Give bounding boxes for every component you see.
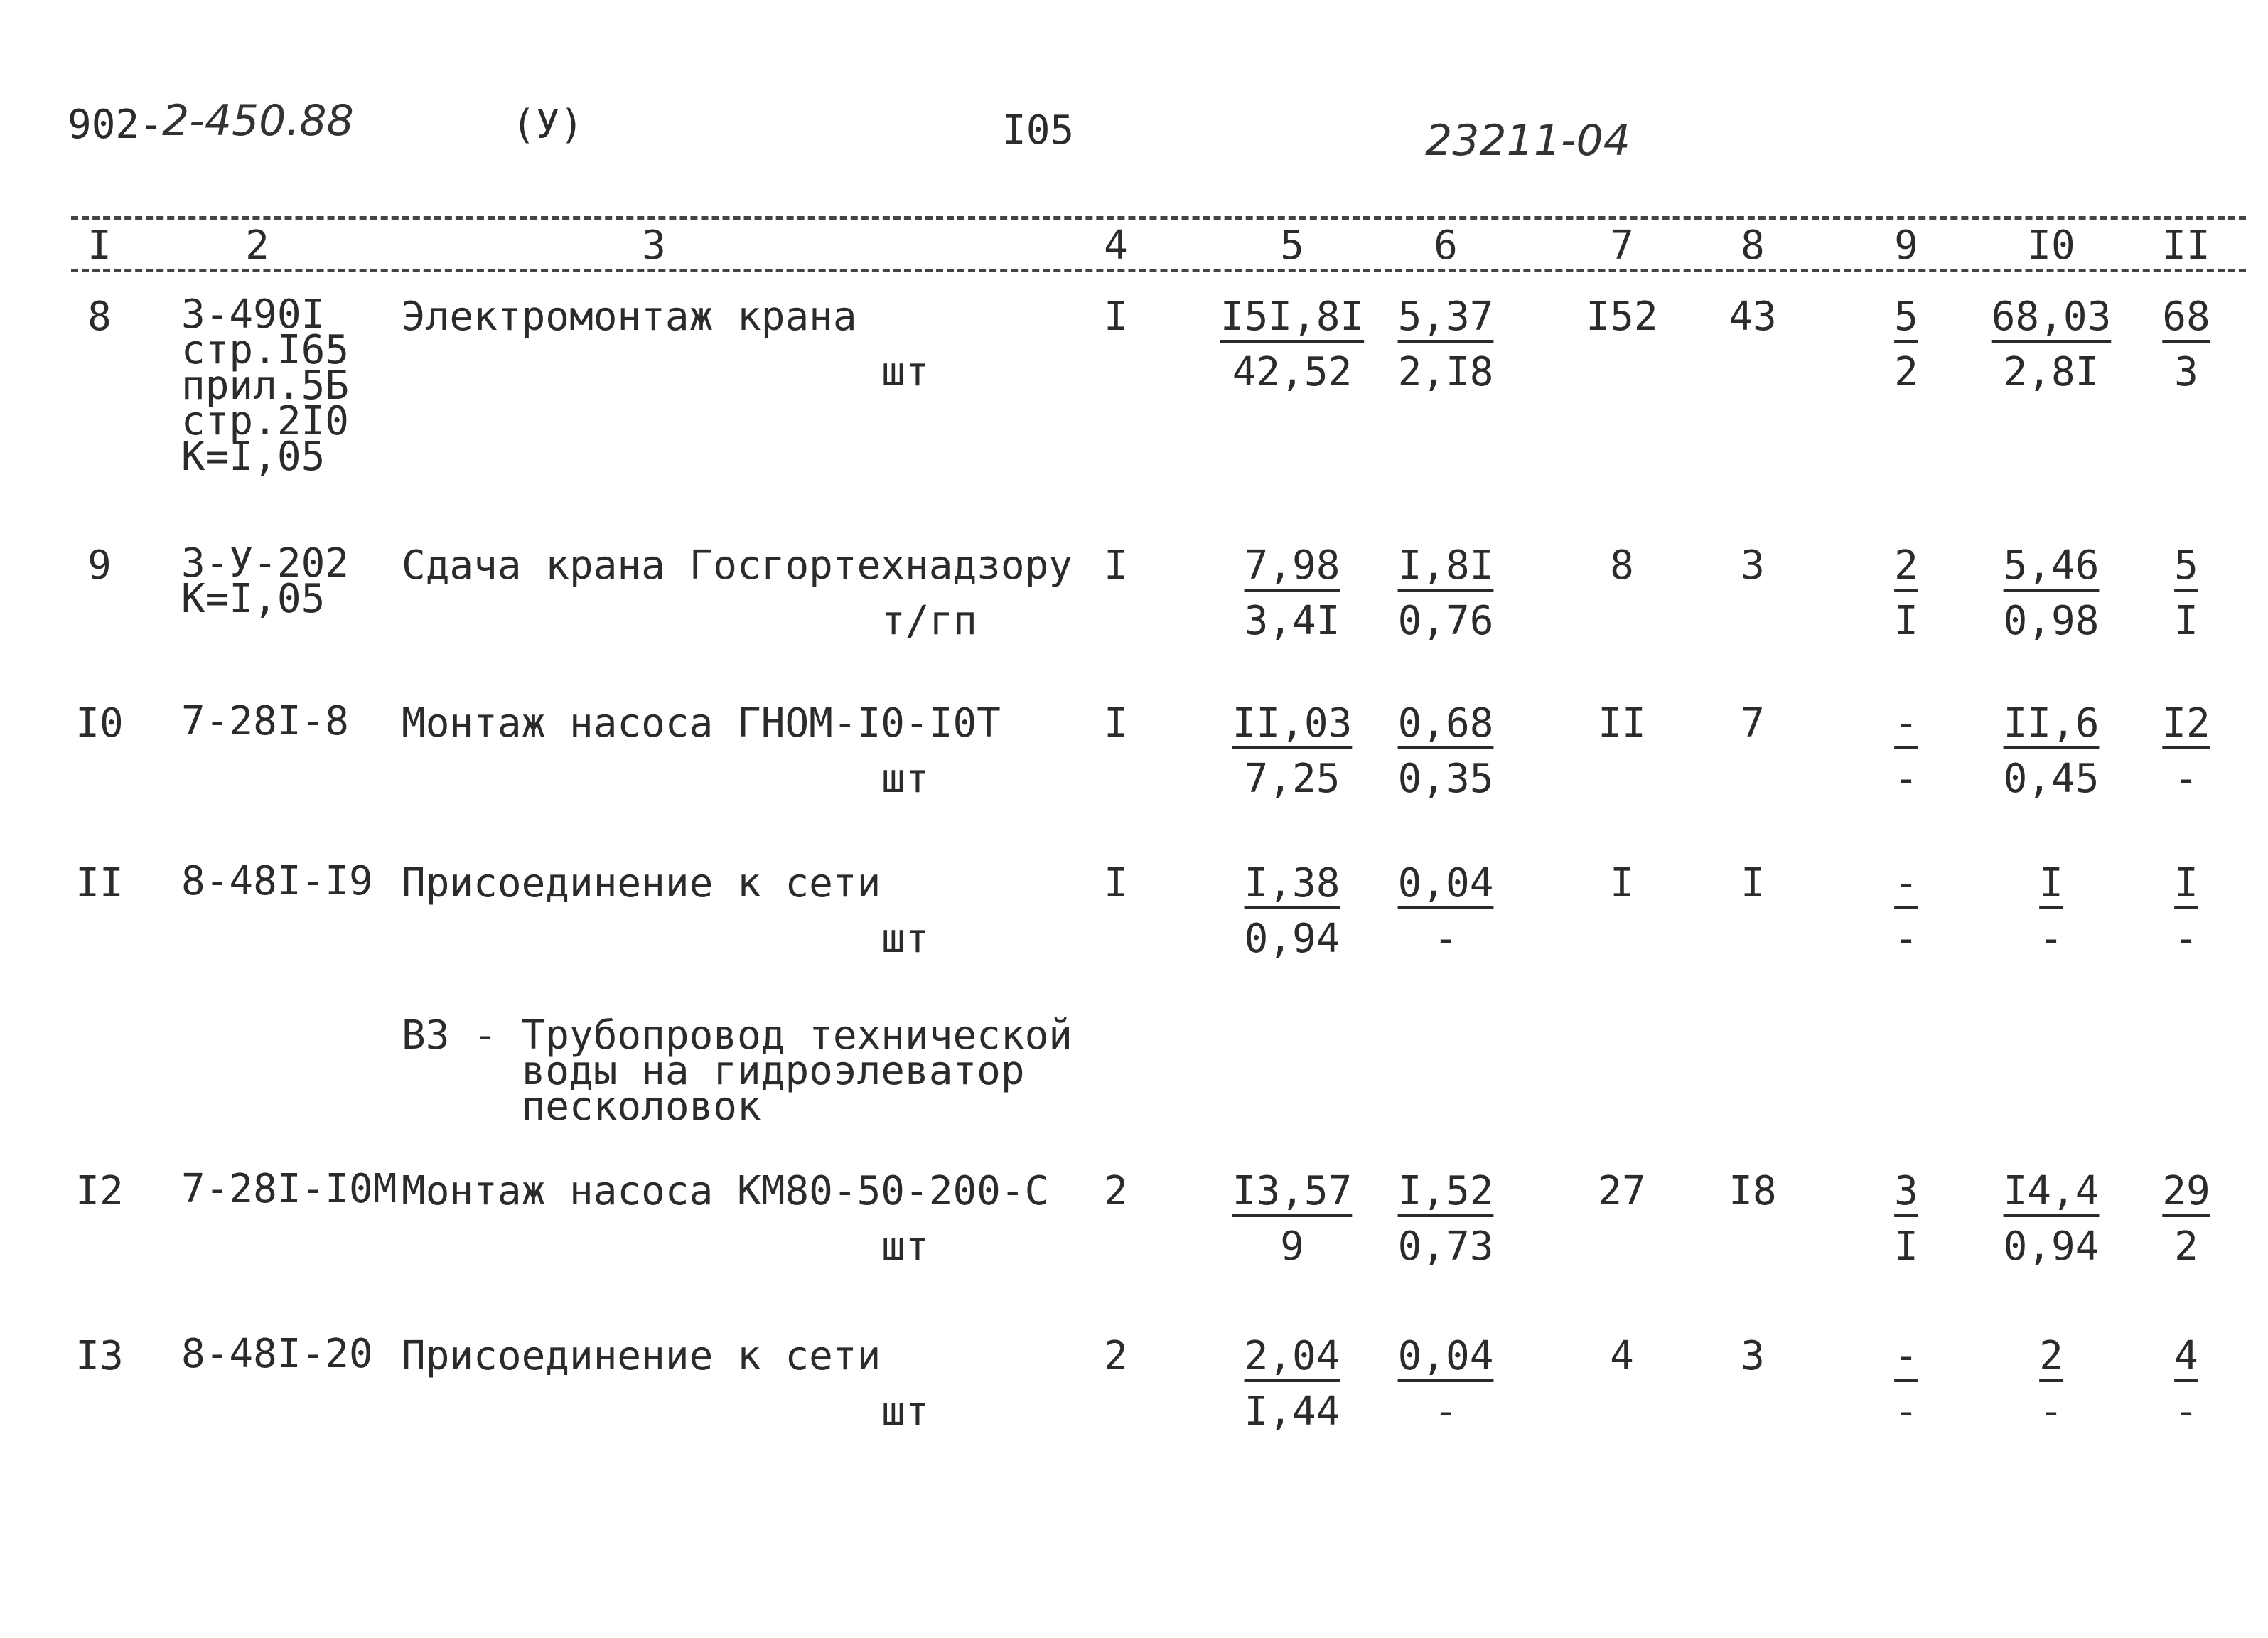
value-c10-bottom: 0,98 [2003, 598, 2100, 644]
doc-mark: (У) [512, 102, 584, 148]
value-c9-top: 2 [1894, 542, 1918, 589]
norm-code: 3-У-202 К=I,05 [181, 540, 350, 622]
unit-of-measure: шт [881, 1388, 930, 1435]
work-name: Монтаж насоса ГНОМ-I0-I0Т [402, 700, 1001, 746]
value-c6-bottom: - [1434, 1388, 1458, 1435]
norm-code: 7-28I-I0М [181, 1166, 397, 1212]
norm-code: 8-48I-I9 [181, 858, 373, 904]
column-header-9: 9 [1894, 223, 1918, 269]
value-c6-top: 0,04 [1397, 1333, 1494, 1379]
quantity: I [1104, 542, 1128, 589]
column-header-10: I0 [2027, 223, 2075, 269]
quantity: I [1104, 860, 1128, 906]
value-c5-top: I3,57 [1232, 1168, 1353, 1214]
unit-of-measure: шт [881, 1224, 930, 1270]
value-c5-top: I5I,8I [1220, 294, 1365, 340]
quantity: I [1104, 700, 1128, 746]
value-c5-bottom: I,44 [1244, 1388, 1340, 1435]
value-c9-bottom: I [1894, 1224, 1918, 1270]
work-name: Электромонтаж крана [402, 294, 857, 340]
value-c8: I [1741, 860, 1765, 906]
value-c8: 3 [1741, 542, 1765, 589]
value-c6-top: I,8I [1397, 542, 1494, 589]
value-c10-top: I4,4 [2003, 1168, 2100, 1214]
doc-code-handwritten: 2-450.88 [162, 96, 354, 146]
row-number: I0 [75, 700, 124, 746]
value-c10-top: 68,03 [1991, 294, 2112, 340]
work-name: Сдача крана Госгортехнадзору [402, 542, 1073, 589]
value-c10-bottom: - [2039, 916, 2063, 962]
norm-code: 7-28I-8 [181, 698, 350, 744]
value-c11-top: 5 [2174, 542, 2198, 589]
column-header-3: 3 [642, 223, 666, 269]
norm-code: 3-490I стр.I65 прил.5Б стр.2I0 К=I,05 [181, 291, 350, 480]
norm-code: 8-48I-20 [181, 1331, 373, 1377]
value-c8: I8 [1729, 1168, 1777, 1214]
header-rule-top [71, 216, 2246, 220]
value-c9-bottom: - [1894, 756, 1918, 802]
value-c11-top: 68 [2162, 294, 2210, 340]
value-c5-bottom: 3,4I [1244, 598, 1340, 644]
quantity: 2 [1104, 1333, 1128, 1379]
value-c6-top: 5,37 [1397, 294, 1494, 340]
row-number: I3 [75, 1333, 124, 1379]
value-c6-top: I,52 [1397, 1168, 1494, 1214]
value-c10-top: 5,46 [2003, 542, 2100, 589]
work-name: Монтаж насоса КМ80-50-200-С [402, 1168, 1049, 1214]
value-c5-top: 7,98 [1244, 542, 1340, 589]
value-c9-top: 3 [1894, 1168, 1918, 1214]
value-c10-top: II,6 [2003, 700, 2100, 746]
value-c5-bottom: 42,52 [1232, 349, 1353, 395]
value-c9-top: 5 [1894, 294, 1918, 340]
quantity: 2 [1104, 1168, 1128, 1214]
value-c11-bottom: 3 [2174, 349, 2198, 395]
value-c6-top: 0,68 [1397, 700, 1494, 746]
value-c10-top: I [2039, 860, 2063, 906]
page-number: I05 [1002, 107, 1075, 154]
value-c6-bottom: 2,I8 [1397, 349, 1494, 395]
value-c7: 4 [1610, 1333, 1634, 1379]
value-c6-bottom: - [1434, 916, 1458, 962]
unit-of-measure: т/гп [881, 598, 977, 644]
column-header-8: 8 [1741, 223, 1765, 269]
value-c10-bottom: - [2039, 1388, 2063, 1435]
value-c9-bottom: I [1894, 598, 1918, 644]
value-c5-bottom: 0,94 [1244, 916, 1340, 962]
section-heading: В3 - Трубопровод технической воды на гидроэлеватор песколовок [402, 1012, 1073, 1130]
value-c9-bottom: - [1894, 916, 1918, 962]
quantity: I [1104, 294, 1128, 340]
value-c7: I [1610, 860, 1634, 906]
value-c5-top: 2,04 [1244, 1333, 1340, 1379]
value-c6-top: 0,04 [1397, 860, 1494, 906]
value-c6-bottom: 0,35 [1397, 756, 1494, 802]
row-number: 8 [87, 294, 112, 340]
value-c5-top: II,03 [1232, 700, 1353, 746]
row-number: 9 [87, 542, 112, 589]
column-header-11: II [2162, 223, 2210, 269]
album-number-handwritten: 23211-04 [1425, 116, 1630, 166]
value-c11-bottom: 2 [2174, 1224, 2198, 1270]
value-c10-top: 2 [2039, 1333, 2063, 1379]
value-c11-bottom: I [2174, 598, 2198, 644]
value-c11-top: I [2174, 860, 2198, 906]
value-c7: I52 [1586, 294, 1658, 340]
unit-of-measure: шт [881, 756, 930, 802]
header-rule-bottom [71, 269, 2246, 272]
value-c9-bottom: - [1894, 1388, 1918, 1435]
column-header-2: 2 [245, 223, 269, 269]
column-header-6: 6 [1434, 223, 1458, 269]
column-header-4: 4 [1104, 223, 1128, 269]
value-c8: 43 [1729, 294, 1777, 340]
value-c11-top: 29 [2162, 1168, 2210, 1214]
column-header-7: 7 [1610, 223, 1634, 269]
work-name: Присоединение к сети [402, 1333, 881, 1379]
column-header-1: I [87, 223, 112, 269]
value-c10-bottom: 2,8I [2003, 349, 2100, 395]
value-c9-top: - [1894, 1333, 1918, 1379]
work-name: Присоединение к сети [402, 860, 881, 906]
value-c11-bottom: - [2174, 916, 2198, 962]
value-c8: 7 [1741, 700, 1765, 746]
value-c5-bottom: 7,25 [1244, 756, 1340, 802]
value-c6-bottom: 0,76 [1397, 598, 1494, 644]
value-c6-bottom: 0,73 [1397, 1224, 1494, 1270]
row-number: I2 [75, 1168, 124, 1214]
value-c7: 27 [1598, 1168, 1646, 1214]
value-c9-bottom: 2 [1894, 349, 1918, 395]
value-c5-top: I,38 [1244, 860, 1340, 906]
value-c10-bottom: 0,45 [2003, 756, 2100, 802]
value-c7: 8 [1610, 542, 1634, 589]
unit-of-measure: шт [881, 349, 930, 395]
value-c11-bottom: - [2174, 1388, 2198, 1435]
doc-code-prefix: 902- [68, 102, 163, 148]
value-c8: 3 [1741, 1333, 1765, 1379]
value-c9-top: - [1894, 860, 1918, 906]
value-c7: II [1598, 700, 1646, 746]
unit-of-measure: шт [881, 916, 930, 962]
column-header-5: 5 [1280, 223, 1304, 269]
value-c11-top: 4 [2174, 1333, 2198, 1379]
row-number: II [75, 860, 124, 906]
value-c5-bottom: 9 [1280, 1224, 1304, 1270]
value-c10-bottom: 0,94 [2003, 1224, 2100, 1270]
value-c11-top: I2 [2162, 700, 2210, 746]
value-c11-bottom: - [2174, 756, 2198, 802]
value-c9-top: - [1894, 700, 1918, 746]
